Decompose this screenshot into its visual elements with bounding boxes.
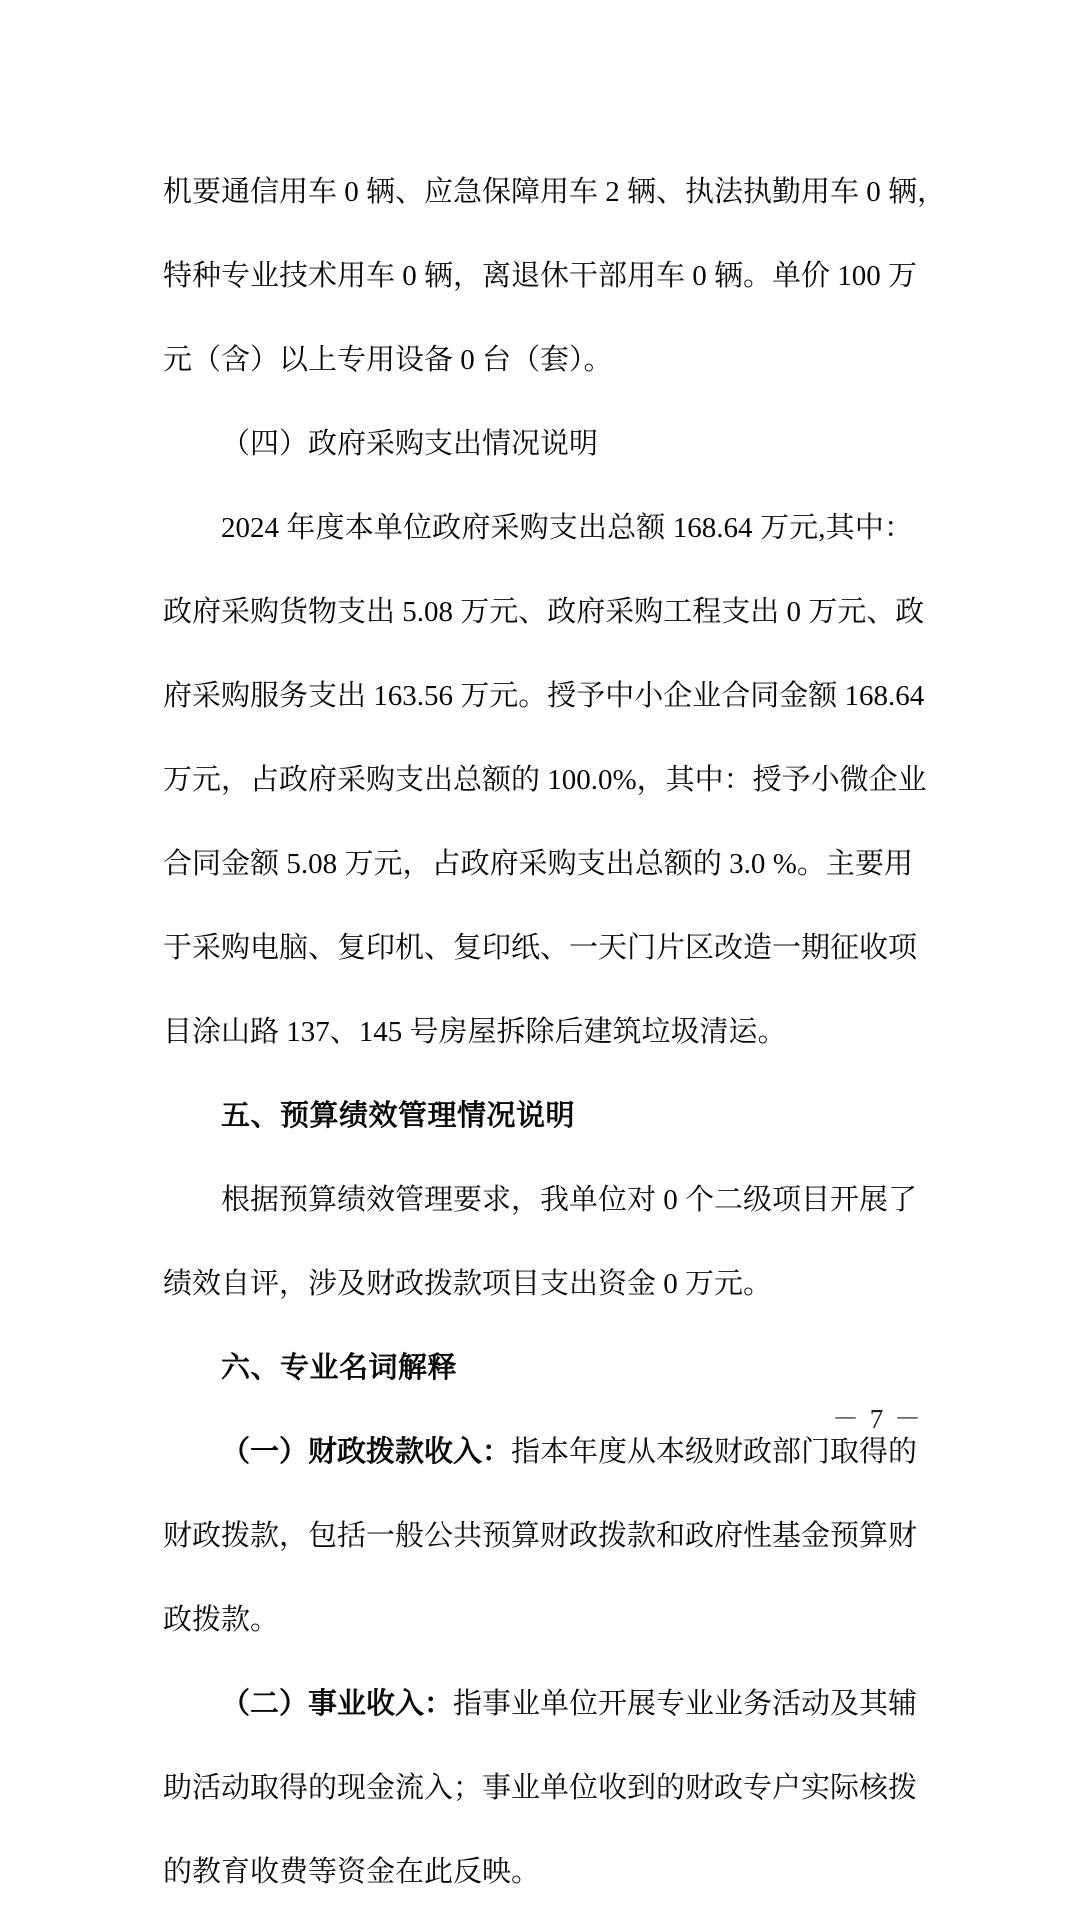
performance-paragraph-line: 根据预算绩效管理要求，我单位对 0 个二级项目开展了	[221, 1184, 918, 1216]
glossary-term-line: 的教育收费等资金在此反映。	[163, 1856, 541, 1888]
glossary-term-text: 指事业单位开展专业业务活动及其辅	[453, 1688, 918, 1720]
procurement-paragraph-line: 2024 年度本单位政府采购支出总额 168.64 万元,其中：	[221, 512, 913, 544]
glossary-term-label: （二）事业收入：	[221, 1688, 454, 1720]
vehicles-paragraph-line: 元（含）以上专用设备 0 台（套）。	[163, 344, 613, 376]
document-text-block	[163, 136, 947, 1929]
procurement-paragraph-line: 目涂山路 137、145 号房屋拆除后建筑垃圾清运。	[163, 1016, 787, 1048]
procurement-paragraph-line: 政府采购货物支出 5.08 万元、政府采购工程支出 0 万元、政	[163, 596, 925, 628]
glossary-term-line: 政拨款。	[163, 1604, 280, 1636]
vehicles-paragraph-line: 特种专业技术用车 0 辆，离退休干部用车 0 辆。单价 100 万	[163, 260, 918, 292]
procurement-paragraph-line: 万元，占政府采购支出总额的 100.0%，其中：授予小微企业	[163, 764, 927, 796]
glossary-term-text: 指本年度从本级财政部门取得的	[511, 1436, 918, 1468]
glossary-term-line	[163, 1425, 918, 1480]
procurement-paragraph-line: 府采购服务支出 163.56 万元。授予中小企业合同金额 168.64	[163, 680, 925, 712]
page-number: － 7 －	[832, 1404, 923, 1434]
performance-paragraph-line: 绩效自评，涉及财政拨款项目支出资金 0 万元。	[163, 1268, 773, 1300]
vehicles-paragraph-line: 机要通信用车 0 辆、应急保障用车 2 辆、执法执勤用车 0 辆，	[163, 176, 947, 208]
glossary-term-line	[163, 1677, 918, 1732]
procurement-section-heading: （四）政府采购支出情况说明	[221, 428, 599, 460]
performance-section-heading: 五、预算绩效管理情况说明	[221, 1100, 576, 1132]
glossary-term-line: 助活动取得的现金流入；事业单位收到的财政专户实际核拨	[163, 1772, 918, 1804]
glossary-term-label: （一）财政拨款收入：	[221, 1436, 512, 1468]
glossary-section-heading: 六、专业名词解释	[221, 1352, 458, 1384]
glossary-term-line: 财政拨款，包括一般公共预算财政拨款和政府性基金预算财	[163, 1520, 918, 1552]
procurement-paragraph-line: 合同金额 5.08 万元，占政府采购支出总额的 3.0 %。主要用	[163, 848, 913, 880]
procurement-paragraph-line: 于采购电脑、复印机、复印纸、一天门片区改造一期征收项	[163, 932, 918, 964]
